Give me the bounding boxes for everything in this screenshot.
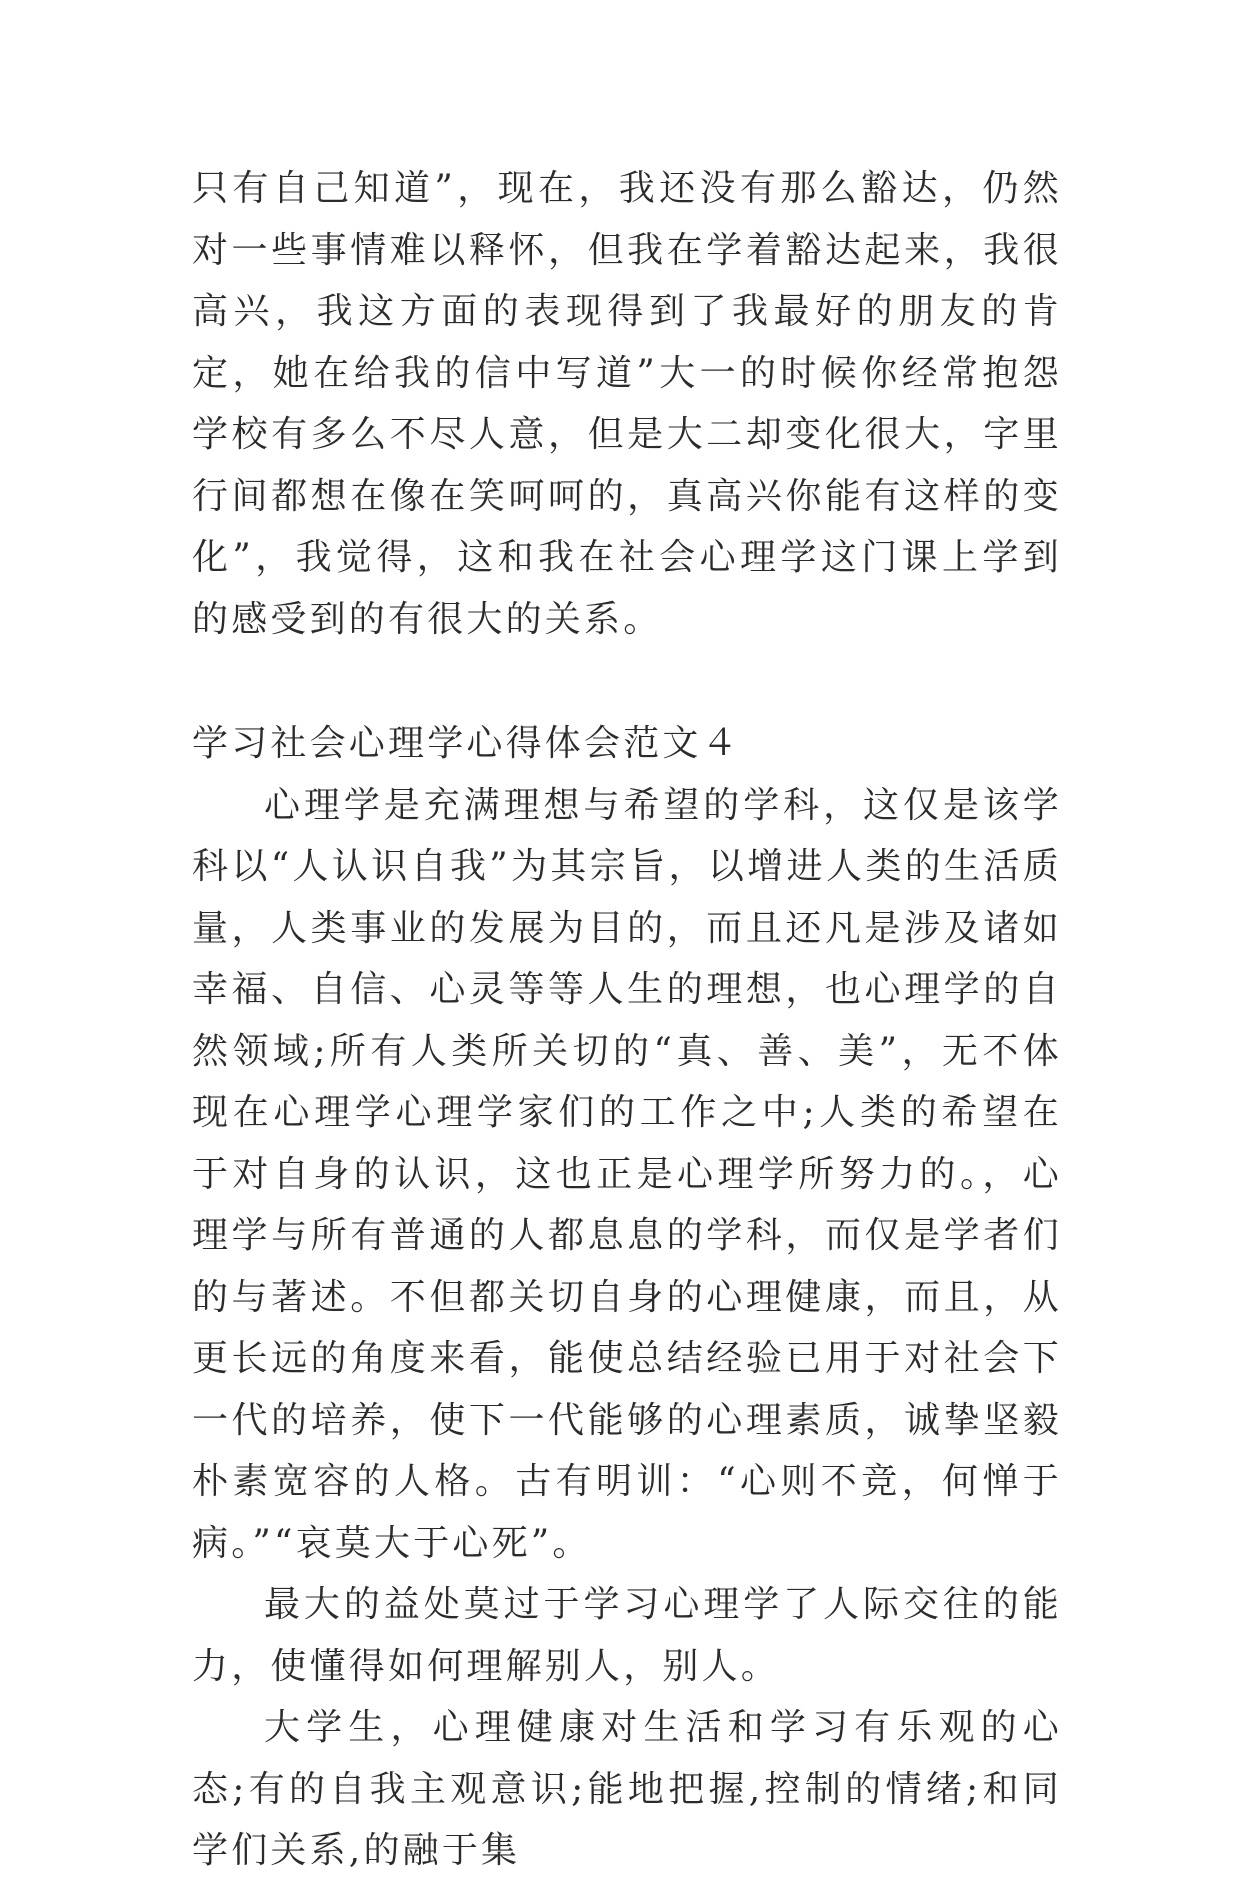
paragraph-2: 最大的益处莫过于学习心理学了人际交往的能力，使懂得如何理解别人，别人。 bbox=[192, 1584, 1062, 1687]
section-title: 学习社会心理学心得体会范文４ bbox=[192, 723, 741, 764]
section-spacer bbox=[192, 650, 1062, 713]
document-body bbox=[192, 158, 1062, 1882]
continued-paragraph: 只有自己知道”，现在，我还没有那么豁达，仍然对一些事情难以释怀，但我在学着豁达起来，我很高兴，我这方面的表现得到了我最好的朋友的肯定，她在给我的信中写道”大一的时候你经常抱怨学校有多么不尽人意，但是大二却变化很大，字里行间都想在像在笑呵呵的，真高兴你能有这样的变化”，我觉得，这和我在社会心理学这门课上学到的感受到的有很大的关系。 bbox=[192, 168, 1062, 640]
paragraph-3: 大学生，心理健康对生活和学习有乐观的心态;有的自我主观意识;能地把握,控制的情绪;和同学们关系,的融于集 bbox=[192, 1707, 1062, 1871]
paragraph-1: 心理学是充满理想与希望的学科，这仅是该学科以“人认识自我”为其宗旨，以增进人类的生活质量，人类事业的发展为目的，而且还凡是涉及诸如幸福、自信、心灵等等人生的理想，也心理学的自然领域;所有人类所关切的“真、善、美”，无不体现在心理学心理学家们的工作之中;人类的希望在于对自身的认识，这也正是心理学所努力的。，心理学与所有普通的人都息息的学科，而仅是学者们的与著述。不但都关切自身的心理健康，而且，从更长远的角度来看，能使总结经验已用于对社会下一代的培养，使下一代能够的心理素质，诚挚坚毅朴素宽容的人格。古有明训：“心则不竞，何惮于病。”“哀莫大于心死”。 bbox=[192, 784, 1062, 1564]
